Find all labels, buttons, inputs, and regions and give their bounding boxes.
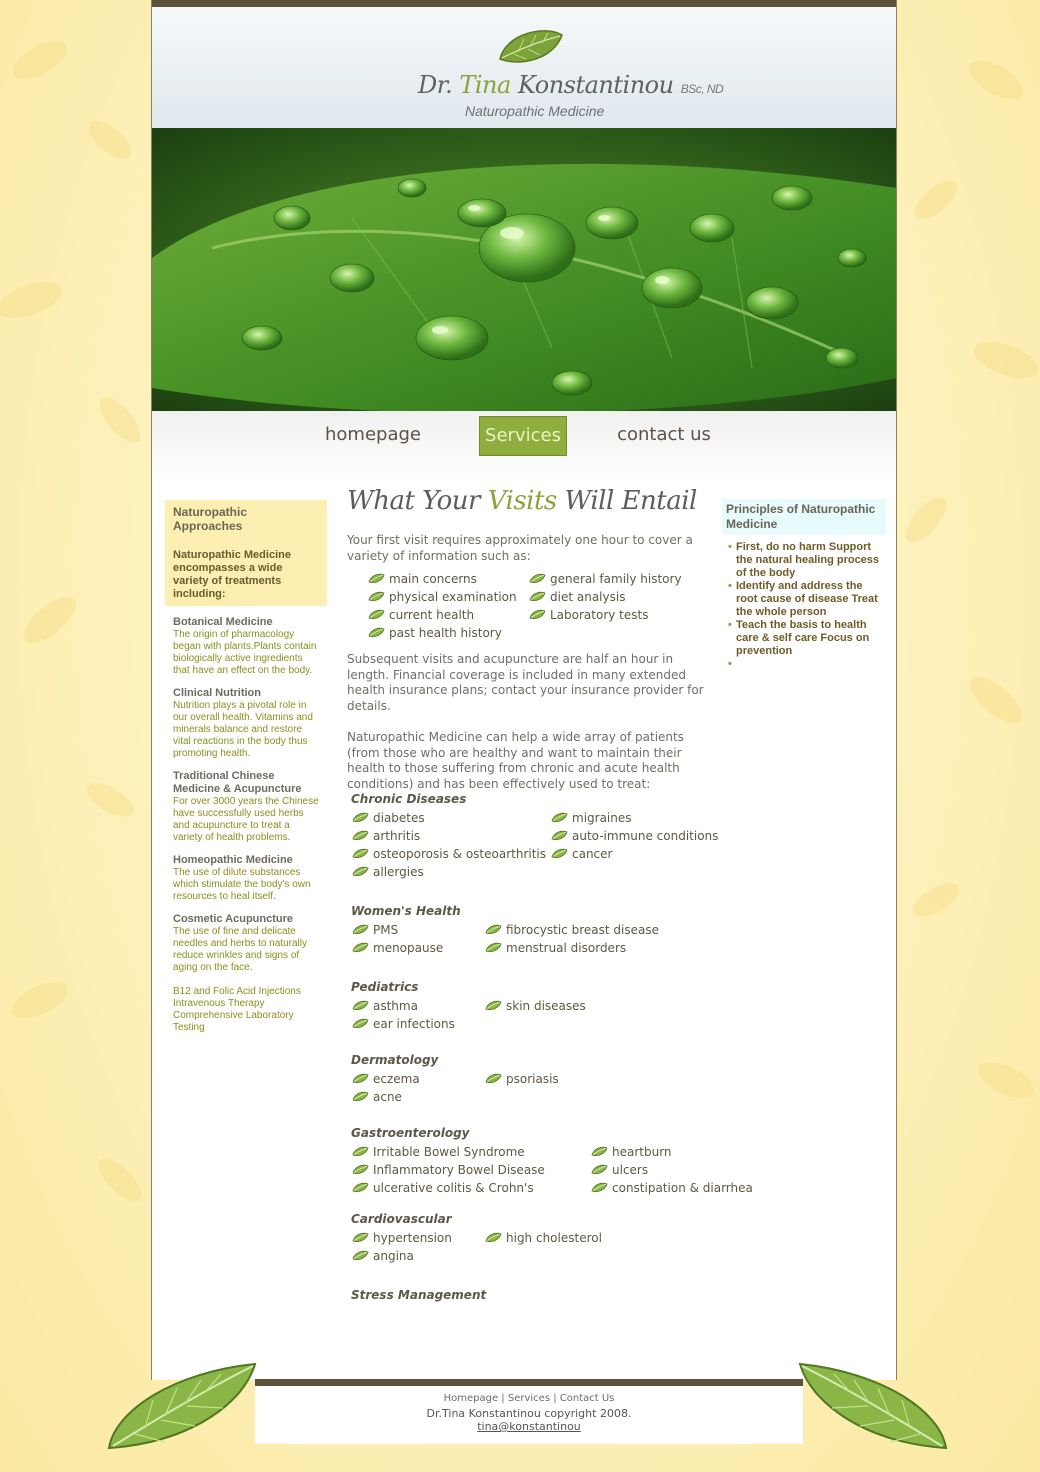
title-part-c: Will Entail xyxy=(564,486,697,516)
list-item-label: Laboratory tests xyxy=(550,608,649,622)
principles-box xyxy=(722,499,886,535)
principle-item: • Teach the basis to health care & self care Focus on prevention xyxy=(728,619,870,657)
list-item xyxy=(529,570,682,589)
header xyxy=(152,7,896,128)
leaf-bullet-icon xyxy=(352,1016,369,1034)
list-item-label: eczema xyxy=(373,1072,420,1086)
leaf-bullet-icon xyxy=(591,1180,608,1198)
list-item xyxy=(368,606,474,625)
approach-text: The use of dilute substances which stimulate the body's own resources to heal itself. xyxy=(173,867,311,902)
list-item-label: current health xyxy=(389,608,475,622)
list-item-label: Irritable Bowel Syndrome xyxy=(373,1145,525,1159)
leaf-bullet-icon xyxy=(352,810,369,828)
background-leaves-right xyxy=(896,0,1040,1472)
approach-title: Homeopathic Medicine xyxy=(173,854,293,866)
footer-leaf-right-icon xyxy=(795,1360,950,1452)
approach-title: Traditional Chinese Medicine & Acupuncture xyxy=(173,770,302,795)
leaf-bullet-icon xyxy=(485,922,502,940)
list-item-label: asthma xyxy=(373,999,418,1013)
list-item xyxy=(529,606,648,625)
approach-title: Clinical Nutrition xyxy=(173,687,261,699)
extra-item: Comprehensive Laboratory Testing xyxy=(173,1010,294,1033)
footer-link-services[interactable]: Services xyxy=(507,1393,551,1404)
email-link[interactable]: tina@konstantinou xyxy=(477,1420,581,1433)
nav-contact-us[interactable]: contact us xyxy=(617,424,711,445)
nav-services[interactable]: Services xyxy=(479,416,567,456)
list-item-label: arthritis xyxy=(373,829,421,843)
leaf-bullet-icon xyxy=(485,1230,502,1248)
title-part-a: What Your xyxy=(347,486,480,516)
principles-title: Principles of Naturopathic Medicine xyxy=(726,502,876,531)
leaf-bullet-icon xyxy=(591,1144,608,1162)
footer xyxy=(255,1386,803,1444)
list-item-label: cancer xyxy=(572,847,613,861)
leaf-bullet-icon xyxy=(352,1071,369,1089)
list-item xyxy=(352,1015,455,1034)
approaches-box xyxy=(165,500,327,606)
list-item xyxy=(485,1070,559,1089)
list-item xyxy=(551,809,632,828)
leaf-bullet-icon xyxy=(352,1248,369,1266)
approach-text: The origin of pharmacology began with plants.Plants contain biologically active ingredients that have an effect on the body. xyxy=(173,629,317,676)
extra-item: B12 and Folic Acid Injections xyxy=(173,986,301,997)
leaf-bullet-icon xyxy=(352,1230,369,1248)
footer-link-contact[interactable]: Contact Us xyxy=(559,1393,615,1404)
list-item-label: hypertension xyxy=(373,1231,452,1245)
principle-item: • First, do no harm Support the natural healing process of the body xyxy=(728,541,880,579)
list-item-label: general family history xyxy=(550,572,682,586)
approaches-extra xyxy=(165,986,327,1034)
copyright: Dr.Tina Konstantinou copyright 2008. xyxy=(426,1407,632,1420)
list-item xyxy=(352,921,398,940)
nav-homepage[interactable]: homepage xyxy=(325,424,421,445)
leaf-bullet-icon xyxy=(352,828,369,846)
name-prefix: Dr. xyxy=(418,71,453,99)
leaf-bullet-icon xyxy=(529,607,546,625)
section-title: Chronic Diseases xyxy=(351,792,467,806)
list-item xyxy=(591,1161,648,1180)
list-item-label: Inflammatory Bowel Disease xyxy=(373,1163,545,1177)
list-item xyxy=(352,1143,525,1162)
hero-image xyxy=(152,128,896,411)
list-item xyxy=(352,1247,414,1266)
leaf-bullet-icon xyxy=(352,922,369,940)
list-item-label: acne xyxy=(373,1090,402,1104)
approach-item xyxy=(165,854,327,903)
treat-paragraph: Naturopathic Medicine can help a wide array of patients (from those who are healthy and want to maintain their health to those suffering from chronic and acute health conditions) and has been effectively used to treat: xyxy=(347,730,684,791)
footer-links: Homepage | Services | Contact Us xyxy=(443,1393,615,1404)
list-item-label: diet analysis xyxy=(550,590,626,604)
list-item xyxy=(551,845,612,864)
doctor-name xyxy=(418,71,724,99)
background-leaves-left xyxy=(0,0,151,1472)
list-item xyxy=(352,1179,534,1198)
leaf-bullet-icon xyxy=(368,607,385,625)
approach-text: For over 3000 years the Chinese have successfully used herbs and acupuncture to treat a variety of health problems. xyxy=(173,796,319,843)
list-item xyxy=(529,588,625,607)
page-title xyxy=(347,486,717,524)
list-item-label: ulcers xyxy=(612,1163,649,1177)
section-title: Cardiovascular xyxy=(351,1212,452,1226)
visit-list xyxy=(347,570,717,646)
list-item xyxy=(352,827,420,846)
list-item xyxy=(485,939,626,958)
list-item-label: main concerns xyxy=(389,572,477,586)
footer-link-homepage[interactable]: Homepage xyxy=(443,1393,499,1404)
logo-leaf-icon xyxy=(496,25,566,67)
list-item xyxy=(352,809,425,828)
main-content xyxy=(347,486,753,1352)
list-item-label: menopause xyxy=(373,941,444,955)
list-item xyxy=(352,1070,420,1089)
leaf-bullet-icon xyxy=(485,998,502,1016)
list-item-label: skin diseases xyxy=(506,999,586,1013)
list-item xyxy=(368,624,502,643)
leaf-bullet-icon xyxy=(485,1071,502,1089)
leaf-bullet-icon xyxy=(485,940,502,958)
leaf-bullet-icon xyxy=(551,810,568,828)
list-item-label: osteoporosis & osteoarthritis xyxy=(373,847,546,861)
section-title: Stress Management xyxy=(351,1288,487,1302)
section-title: Women's Health xyxy=(351,904,461,918)
list-item xyxy=(591,1179,753,1198)
subtitle: Naturopathic Medicine xyxy=(465,103,605,119)
list-item xyxy=(551,827,718,846)
leaf-bullet-icon xyxy=(368,625,385,643)
approach-item xyxy=(165,913,327,974)
approaches-title: Naturopathic Approaches xyxy=(173,505,248,533)
conditions-list xyxy=(347,792,753,1352)
leaf-bullet-icon xyxy=(352,998,369,1016)
list-item xyxy=(352,845,546,864)
list-item xyxy=(485,1229,602,1248)
list-item-label: physical examination xyxy=(389,590,517,604)
leaf-bullet-icon xyxy=(352,940,369,958)
list-item-label: fibrocystic breast disease xyxy=(506,923,659,937)
list-item xyxy=(485,921,659,940)
list-item xyxy=(368,588,517,607)
extra-item: Intravenous Therapy xyxy=(173,998,265,1009)
list-item-label: psoriasis xyxy=(506,1072,559,1086)
list-item-label: ear infections xyxy=(373,1017,455,1031)
leaf-bullet-icon xyxy=(551,828,568,846)
leaf-bullet-icon xyxy=(368,589,385,607)
list-item-label: diabetes xyxy=(373,811,425,825)
approach-item xyxy=(165,687,327,760)
leaf-dewdrops-image xyxy=(152,128,896,411)
list-item-label: PMS xyxy=(373,923,399,937)
approach-item xyxy=(165,616,327,677)
section-title: Pediatrics xyxy=(351,980,419,994)
footer-leaf-left-icon xyxy=(105,1360,260,1452)
page-container xyxy=(151,0,897,1380)
list-item-label: constipation & diarrhea xyxy=(612,1181,753,1195)
name-first: Tina xyxy=(459,71,511,99)
list-item xyxy=(352,1229,452,1248)
leaf-bullet-icon xyxy=(352,864,369,882)
list-item-label: past health history xyxy=(389,626,502,640)
list-item xyxy=(352,939,443,958)
list-item xyxy=(352,863,424,882)
list-item xyxy=(352,997,418,1016)
section-title: Dermatology xyxy=(351,1053,439,1067)
approach-text: The use of fine and delicate needles and herbs to naturally reduce wrinkles and signs of aging on the face. xyxy=(173,926,307,973)
section-title: Gastroenterology xyxy=(351,1126,470,1140)
leaf-bullet-icon xyxy=(529,589,546,607)
name-last: Konstantinou xyxy=(517,71,674,99)
leaf-bullet-icon xyxy=(352,1089,369,1107)
list-item xyxy=(352,1161,545,1180)
principles-list: • First, do no harm Support the natural healing process of the body • Identify and address the root cause of disease Treat the whole person • Teach the basis to health care & self care Focus on prevention • xyxy=(728,541,886,658)
intro-paragraph: Your first visit requires approximately one hour to cover a variety of information such as: xyxy=(347,533,693,563)
approach-title: Cosmetic Acupuncture xyxy=(173,913,294,925)
top-bar xyxy=(152,0,896,7)
list-item-label: migraines xyxy=(572,811,632,825)
list-item-label: angina xyxy=(373,1249,414,1263)
list-item-label: high cholesterol xyxy=(506,1231,602,1245)
list-item xyxy=(368,570,477,589)
title-part-b: Visits xyxy=(487,486,557,516)
list-item xyxy=(352,1088,402,1107)
footer-bar xyxy=(255,1379,803,1386)
subsequent-paragraph: Subsequent visits and acupuncture are half an hour in length. Financial coverage is included in many extended health insurance plans; contact your insurance provider for details. xyxy=(347,652,704,713)
list-item xyxy=(485,997,586,1016)
right-sidebar xyxy=(722,499,886,670)
approaches-intro: Naturopathic Medicine encompasses a wide variety of treatments including: xyxy=(173,549,291,600)
leaf-bullet-icon xyxy=(529,571,546,589)
list-item-label: auto-immune conditions xyxy=(572,829,719,843)
principle-item: • Identify and address the root cause of disease Treat the whole person xyxy=(728,580,878,618)
leaf-bullet-icon xyxy=(591,1162,608,1180)
list-item-label: ulcerative colitis & Crohn's xyxy=(373,1181,534,1195)
list-item xyxy=(591,1143,672,1162)
approach-title: Botanical Medicine xyxy=(173,616,273,628)
leaf-bullet-icon xyxy=(551,846,568,864)
list-item-label: allergies xyxy=(373,865,424,879)
leaf-bullet-icon xyxy=(352,1144,369,1162)
approach-item xyxy=(165,770,327,844)
list-item-label: heartburn xyxy=(612,1145,672,1159)
leaf-bullet-icon xyxy=(352,1180,369,1198)
approach-text: Nutrition plays a pivotal role in our overall health. Vitamins and minerals balance and restore vital reactions in the body thus promoting health. xyxy=(173,700,313,759)
leaf-bullet-icon xyxy=(352,1162,369,1180)
credentials: BSc, ND xyxy=(680,82,724,96)
main-nav xyxy=(152,411,896,483)
list-item-label: menstrual disorders xyxy=(506,941,627,955)
leaf-bullet-icon xyxy=(368,571,385,589)
left-sidebar xyxy=(165,500,327,1034)
leaf-bullet-icon xyxy=(352,846,369,864)
